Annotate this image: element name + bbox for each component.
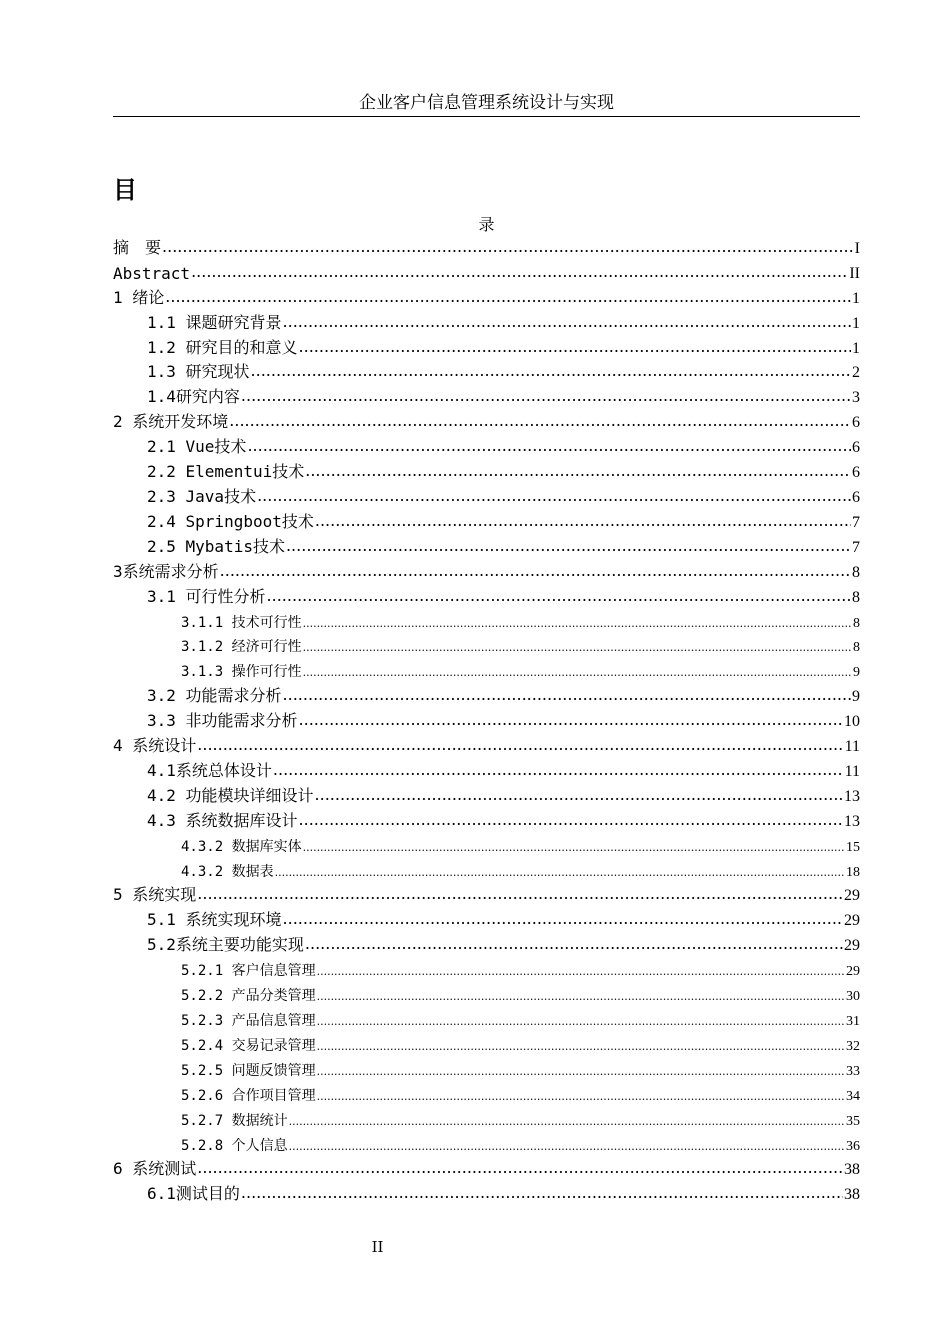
toc-dot-leader	[229, 411, 851, 430]
toc-entry-label: 5.2.1 客户信息管理	[181, 963, 316, 980]
toc-entry-label: 4 系统设计	[113, 736, 197, 756]
toc-entry[interactable]	[113, 236, 860, 261]
toc-entry-page: 9	[853, 665, 860, 681]
toc-dot-leader	[299, 337, 851, 356]
toc-entry[interactable]	[113, 759, 860, 784]
toc-dot-leader	[275, 866, 845, 879]
toc-entry-page: 32	[846, 1038, 860, 1054]
toc-entry-page: 6	[852, 488, 860, 506]
toc-entry[interactable]	[113, 684, 860, 709]
toc-entry[interactable]	[113, 1058, 860, 1083]
toc-entry[interactable]	[113, 535, 860, 560]
toc-entry[interactable]	[113, 1133, 860, 1158]
toc-entry[interactable]	[113, 1033, 860, 1058]
toc-entry-page: 8	[852, 588, 860, 606]
toc-entry-label: 2.3 Java技术	[147, 486, 257, 506]
toc-dot-leader	[305, 461, 851, 480]
toc-entry-page: II	[849, 264, 860, 282]
toc-entry-page: 10	[844, 713, 860, 731]
toc-dot-leader	[317, 965, 845, 978]
toc-entry-label: 5.1 系统实现环境	[147, 910, 282, 930]
toc-dot-leader	[289, 1115, 845, 1128]
toc-entry-label: 2.2 Elementui技术	[147, 462, 305, 482]
toc-entry[interactable]	[113, 958, 860, 983]
toc-entry-page: 13	[844, 812, 860, 830]
toc-entry[interactable]	[113, 610, 860, 635]
toc-dot-leader	[257, 486, 851, 505]
toc-dot-leader	[315, 511, 851, 530]
toc-dot-leader	[299, 710, 843, 729]
toc-entry-page: 33	[846, 1063, 860, 1079]
toc-entry[interactable]	[113, 435, 860, 460]
toc-entry[interactable]	[113, 336, 860, 361]
toc-entry[interactable]	[113, 1108, 860, 1133]
toc-dot-leader	[283, 909, 843, 928]
toc-entry-label: 5.2.6 合作项目管理	[181, 1087, 316, 1104]
toc-entry-page: 35	[846, 1113, 860, 1129]
toc-entry-page: 18	[846, 864, 860, 880]
toc-entry[interactable]	[113, 834, 860, 859]
toc-entry-page: 2	[852, 364, 860, 382]
toc-entry-page: 29	[844, 937, 860, 955]
toc-entry-label: 摘 要	[113, 237, 162, 257]
toc-entry[interactable]	[113, 585, 860, 610]
toc-entry[interactable]	[113, 311, 860, 336]
toc-dot-leader	[165, 287, 851, 306]
toc-entry-label: 3.1.1 技术可行性	[181, 614, 302, 631]
toc-dot-leader	[317, 1090, 845, 1103]
toc-dot-leader	[317, 1065, 845, 1078]
header-title: 企业客户信息管理系统设计与实现	[359, 93, 614, 113]
toc-entry[interactable]	[113, 809, 860, 834]
toc-entry-page: 13	[844, 787, 860, 805]
toc-dot-leader	[220, 561, 851, 580]
toc-entry-page: I	[854, 239, 860, 257]
toc-entry-page: 15	[846, 839, 860, 855]
page-number: II	[371, 1238, 384, 1256]
toc-entry-label: 2 系统开发环境	[113, 412, 229, 432]
toc-entry[interactable]	[113, 784, 860, 809]
toc-entry[interactable]	[113, 410, 860, 435]
toc-entry[interactable]	[113, 286, 860, 311]
toc-entry-label: 4.3.2 数据库实体	[181, 838, 302, 855]
toc-dot-leader	[299, 810, 843, 829]
toc-entry-label: 1 绪论	[113, 287, 165, 307]
toc-entry-label: 5.2.3 产品信息管理	[181, 1013, 316, 1029]
toc-dot-leader	[251, 361, 851, 380]
toc-entry-label: 1.4研究内容	[147, 387, 240, 407]
toc-entry-page: 38	[844, 1161, 860, 1179]
toc-entry-page: 7	[852, 513, 860, 531]
toc-entry-page: 6	[852, 414, 860, 432]
toc-dot-leader	[317, 990, 845, 1003]
toc-dot-leader	[289, 1140, 845, 1153]
toc-title-top: 目	[113, 176, 137, 204]
toc-entry-label: 3.3 非功能需求分析	[147, 711, 298, 731]
toc-entry[interactable]	[113, 361, 860, 386]
toc-entry-label: 5.2.4 交易记录管理	[181, 1037, 316, 1054]
toc-entry[interactable]	[113, 884, 860, 909]
toc-entry-label: 1.2 研究目的和意义	[147, 337, 298, 357]
toc-dot-leader	[197, 735, 843, 754]
toc-entry-label: 2.1 Vue技术	[147, 437, 247, 457]
toc-entry[interactable]	[113, 709, 860, 734]
toc-entry[interactable]	[113, 560, 860, 585]
toc-entry-page: 38	[844, 1186, 860, 1204]
toc-entry-page: 1	[852, 289, 860, 307]
toc-entry-label: 3.1.3 操作可行性	[181, 664, 302, 681]
toc-entry-label: 5.2系统主要功能实现	[147, 935, 304, 955]
toc-entry-label: 3系统需求分析	[113, 561, 219, 581]
toc-entry-page: 9	[852, 688, 860, 706]
toc-entry[interactable]	[113, 510, 860, 535]
toc-entry-page: 11	[844, 762, 860, 780]
toc-dot-leader	[303, 841, 845, 854]
toc-entry-page: 8	[853, 640, 860, 656]
toc-entry-label: 3.2 功能需求分析	[147, 686, 282, 706]
toc-entry[interactable]	[113, 1182, 860, 1207]
toc-dot-leader	[315, 785, 843, 804]
toc-entry-label: 3.1 可行性分析	[147, 586, 266, 606]
toc-entry[interactable]	[113, 261, 860, 286]
toc-dot-leader	[286, 536, 851, 555]
toc-entry-label: 2.5 Mybatis技术	[147, 536, 285, 556]
toc-entry-label: 1.3 研究现状	[147, 362, 250, 382]
toc-entry-page: 6	[852, 464, 860, 482]
toc-entry-label: 5 系统实现	[113, 885, 197, 905]
toc-entry[interactable]	[113, 983, 860, 1008]
toc-entry[interactable]	[113, 460, 860, 485]
toc-entry[interactable]	[113, 635, 860, 660]
toc-dot-leader	[283, 685, 851, 704]
toc-entry-label: 4.1系统总体设计	[147, 760, 272, 780]
toc-entry-label: 5.2.7 数据统计	[181, 1112, 288, 1129]
toc-entry-label: 5.2.8 个人信息	[181, 1137, 288, 1154]
toc-entry-label: 5.2.5 问题反馈管理	[181, 1062, 316, 1079]
toc-entry-label: 6.1测试目的	[147, 1184, 240, 1204]
toc-entry-page: 31	[846, 1014, 860, 1029]
toc-entry-page: 6	[852, 439, 860, 457]
toc-entry[interactable]	[113, 908, 860, 933]
toc-entry-page: 3	[852, 389, 860, 407]
toc-dot-leader	[197, 884, 843, 903]
toc-dot-leader	[303, 641, 852, 654]
toc-entry-page: 11	[844, 738, 860, 756]
toc-dot-leader	[273, 760, 844, 779]
toc-entry-label: 4.3.2 数据表	[181, 863, 274, 880]
toc-entry-page: 34	[846, 1088, 860, 1104]
toc-entry-label: 4.2 功能模块详细设计	[147, 785, 314, 805]
toc-entry[interactable]	[113, 859, 860, 884]
toc-dot-leader	[317, 1015, 845, 1028]
toc-entry[interactable]	[113, 385, 860, 410]
page-header	[113, 90, 860, 117]
toc-entry[interactable]	[113, 485, 860, 510]
toc-dot-leader	[317, 1040, 845, 1053]
toc-dot-leader	[191, 262, 848, 281]
toc-entry-page: 1	[852, 339, 860, 357]
toc-entry-page: 8	[853, 615, 860, 631]
toc-dot-leader	[303, 617, 852, 630]
toc-dot-leader	[241, 1183, 843, 1202]
toc-entry[interactable]	[113, 659, 860, 684]
toc-entry-label: 2.4 Springboot技术	[147, 511, 314, 531]
toc-dot-leader	[305, 934, 843, 953]
toc-entry-label: 4.3 系统数据库设计	[147, 810, 298, 830]
table-of-contents	[113, 236, 860, 1207]
toc-dot-leader	[162, 237, 854, 256]
toc-entry-page: 8	[852, 563, 860, 581]
toc-entry-page: 30	[846, 989, 860, 1005]
toc-entry-page: 29	[844, 912, 860, 930]
toc-entry[interactable]	[113, 734, 860, 759]
toc-entry-page: 29	[846, 964, 860, 980]
toc-dot-leader	[267, 586, 851, 605]
toc-entry-label: 6 系统测试	[113, 1159, 197, 1179]
toc-entry-page: 29	[844, 887, 860, 905]
toc-entry[interactable]	[113, 1158, 860, 1183]
toc-entry-page: 1	[852, 314, 860, 332]
toc-entry[interactable]	[113, 933, 860, 958]
toc-dot-leader	[241, 386, 851, 405]
toc-entry[interactable]	[113, 1008, 860, 1033]
toc-entry-label: 3.1.2 经济可行性	[181, 639, 302, 656]
toc-entry[interactable]	[113, 1083, 860, 1108]
toc-entry-label: 5.2.2 产品分类管理	[181, 988, 316, 1005]
toc-title-bottom: 录	[478, 215, 495, 234]
toc-entry-label: Abstract	[113, 263, 191, 283]
toc-entry-page: 36	[846, 1138, 860, 1154]
toc-dot-leader	[283, 312, 851, 331]
toc-dot-leader	[303, 666, 852, 679]
toc-dot-leader	[197, 1158, 843, 1177]
toc-entry-label: 1.1 课题研究背景	[147, 312, 282, 332]
toc-entry-page: 7	[852, 538, 860, 556]
toc-dot-leader	[247, 436, 851, 455]
